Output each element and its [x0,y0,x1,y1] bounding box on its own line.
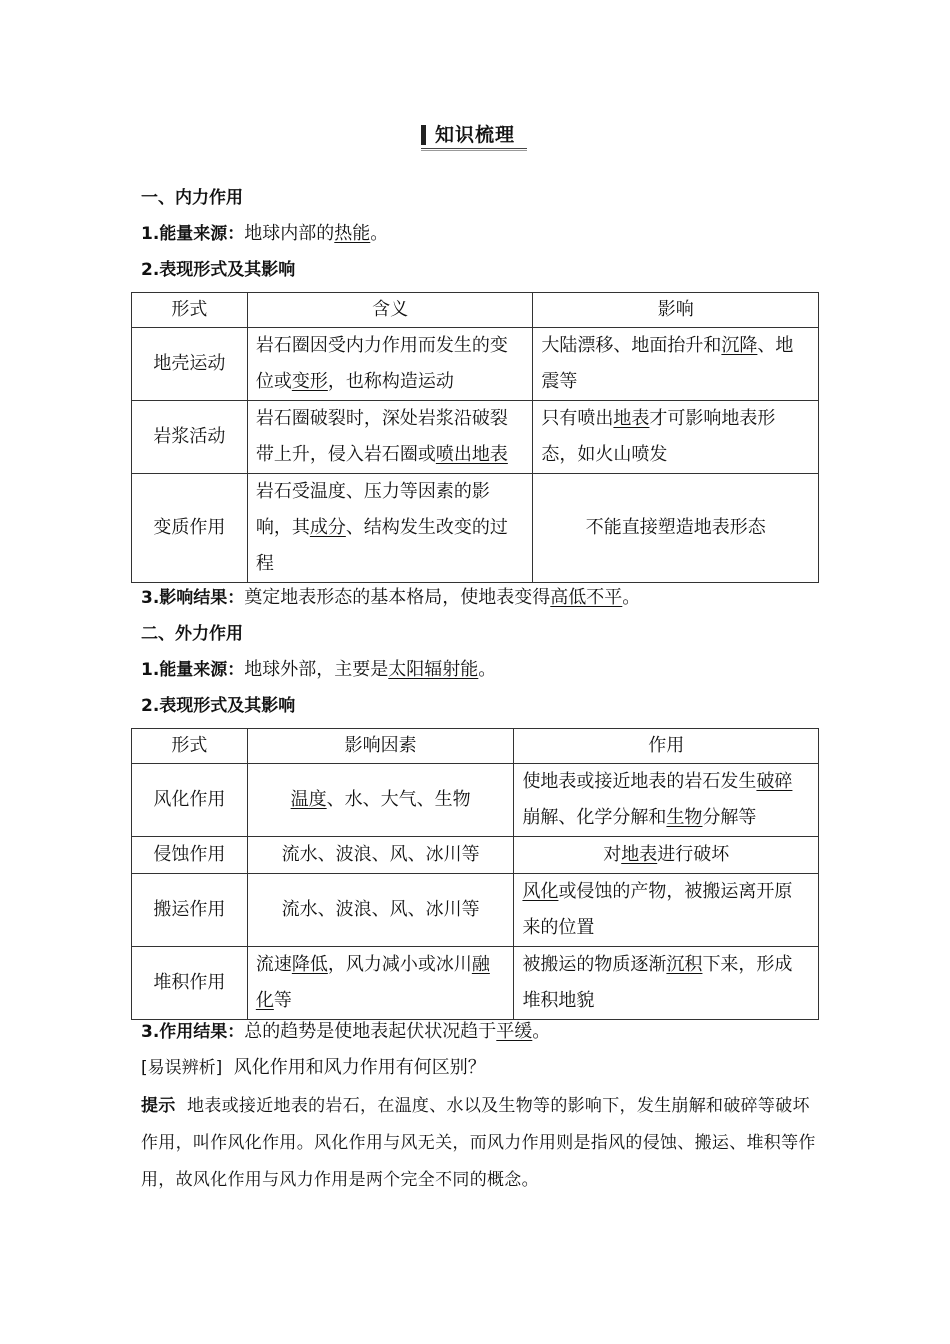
cell-text: 大陆漂移、地面抬升和 [541,335,722,356]
sec1-result [141,586,640,610]
cell-text: ，风力减小或冰川 [327,954,472,975]
factor-cell: 流水、波浪、风、冰川等 [247,874,514,947]
cell-answer: 地表 [621,844,658,865]
table-header: 形式 [132,729,248,764]
section-title-text: 知识梳理 [435,124,516,146]
sec1-result-pre: 奠定地表形态的基本格局，使地表变得 [244,587,551,608]
sec1-forms-label: 2.表现形式及其影响 [141,260,296,280]
cell-answer: 沉降 [721,335,758,356]
effect-cell [514,764,819,837]
form-cell: 地壳运动 [132,328,248,401]
cell-text: 、结构发生改变的过程 [255,517,508,574]
cell-text: 被搬运的物质逐渐 [522,954,667,975]
cell-text: 等 [273,990,292,1011]
sec2-forms-label: 2.表现形式及其影响 [141,696,296,716]
sec1-energy [141,222,388,246]
sec1-energy-label: 1.能量来源： [141,224,245,244]
cell-text: 只有喷出 [541,408,614,429]
external-forces-table [131,728,819,1020]
sec2-result-label: 3.作用结果： [141,1022,245,1042]
sec2-energy-post: 。 [478,659,497,680]
impact-cell [533,401,819,474]
sec1-heading: 一、内力作用 [141,188,243,208]
effect-cell [514,947,819,1020]
table-row [132,401,819,474]
cell-text: 崩解、化学分解和 [522,807,667,828]
hint-paragraph [141,1088,821,1199]
sec1-energy-answer: 热能 [334,223,371,244]
table-header: 形式 [132,293,248,328]
meaning-cell [247,401,533,474]
cell-text: 下来，形成堆积地貌 [522,954,793,1011]
table-row [132,874,819,947]
cell-answer: 温度 [290,789,327,810]
confusion-question-text: 风化作用和风力作用有何区别？ [233,1057,486,1078]
cell-text: 分解等 [702,807,757,828]
confusion-label: [易误辨析] [141,1058,223,1078]
sec1-energy-pre: 地球内部的 [244,223,335,244]
cell-text: 对 [603,844,622,865]
sec2-result-post: 。 [532,1021,551,1042]
sec2-energy-label: 1.能量来源： [141,660,245,680]
form-cell: 堆积作用 [132,947,248,1020]
hint-text: 地表或接近地表的岩石，在温度、水以及生物等的影响下，发生崩解和破碎等破坏作用，叫作风化作用。风化作用与风无关，而风力作用则是指风的侵蚀、搬运、堆积等作用，故风化作用与风力作用是两个完全不同的概念。 [141,1096,816,1190]
cell-answer: 降低 [291,954,328,975]
cell-text: 岩石圈破裂时，深处岩浆沿破裂带上升，侵入岩石圈或 [255,408,508,465]
sec2-energy-answer: 太阳辐射能 [388,659,479,680]
cell-text: 岩石受温度、压力等因素的影响，其 [255,481,490,538]
cell-answer: 地表 [613,408,650,429]
table-row [132,328,819,401]
cell-text: ，也称构造运动 [327,371,454,392]
factor-cell [247,947,514,1020]
table-header: 作用 [514,729,819,764]
effect-cell [514,874,819,947]
cell-answer: 沉积 [666,954,703,975]
cell-text: 岩石圈因受内力作用而发生的变位或 [255,335,508,392]
hint-label: 提示 [141,1096,176,1116]
cell-text: 才可影响地表形态，如火山喷发 [541,408,776,465]
cell-answer: 变形 [291,371,328,392]
table-header: 影响因素 [247,729,514,764]
table-row [132,837,819,874]
table-header: 含义 [247,293,533,328]
cell-text: 或侵蚀的产物，被搬运离开原来的位置 [522,881,793,938]
sec1-result-label: 3.影响结果： [141,588,245,608]
form-cell: 变质作用 [132,474,248,583]
table-row [132,474,819,583]
sec2-energy [141,658,496,682]
cell-answer: 风化 [522,881,559,902]
sec2-result-answer: 平缓 [496,1021,533,1042]
table-row [132,947,819,1020]
table-header-row [132,729,819,764]
table-row [132,764,819,837]
sec2-energy-pre: 地球外部，主要是 [244,659,389,680]
cell-answer: 生物 [666,807,703,828]
title-underline [421,148,527,149]
title-bar-icon [421,125,426,145]
impact-cell [533,328,819,401]
sec2-heading: 二、外力作用 [141,624,243,644]
cell-text: 进行破坏 [657,844,730,865]
internal-forces-table [131,292,819,583]
meaning-cell [247,474,533,583]
sec1-energy-post: 。 [370,223,389,244]
cell-text: 使地表或接近地表的岩石发生 [522,771,757,792]
table-header: 影响 [533,293,819,328]
sec2-result-pre: 总的趋势是使地表起伏状况趋于 [244,1021,497,1042]
form-cell: 岩浆活动 [132,401,248,474]
factor-cell [247,764,514,837]
cell-answer: 破碎 [756,771,793,792]
form-cell: 风化作用 [132,764,248,837]
cell-text: 、地震等 [541,335,794,392]
title-underline-2 [421,150,527,151]
form-cell: 侵蚀作用 [132,837,248,874]
cell-text: 、水、大气、生物 [326,789,471,810]
form-cell: 搬运作用 [132,874,248,947]
table-header-row [132,293,819,328]
sec1-result-post: 。 [622,587,641,608]
sec1-result-answer: 高低不平 [550,587,623,608]
factor-cell: 流水、波浪、风、冰川等 [247,837,514,874]
cell-answer: 喷出地表 [435,444,508,465]
confusion-question [141,1056,486,1080]
impact-cell: 不能直接塑造地表形态 [533,474,819,583]
cell-answer: 融化 [255,954,490,1011]
meaning-cell [247,328,533,401]
cell-text: 流速 [255,954,292,975]
cell-answer: 成分 [309,517,346,538]
effect-cell [514,837,819,874]
sec2-result [141,1020,550,1044]
